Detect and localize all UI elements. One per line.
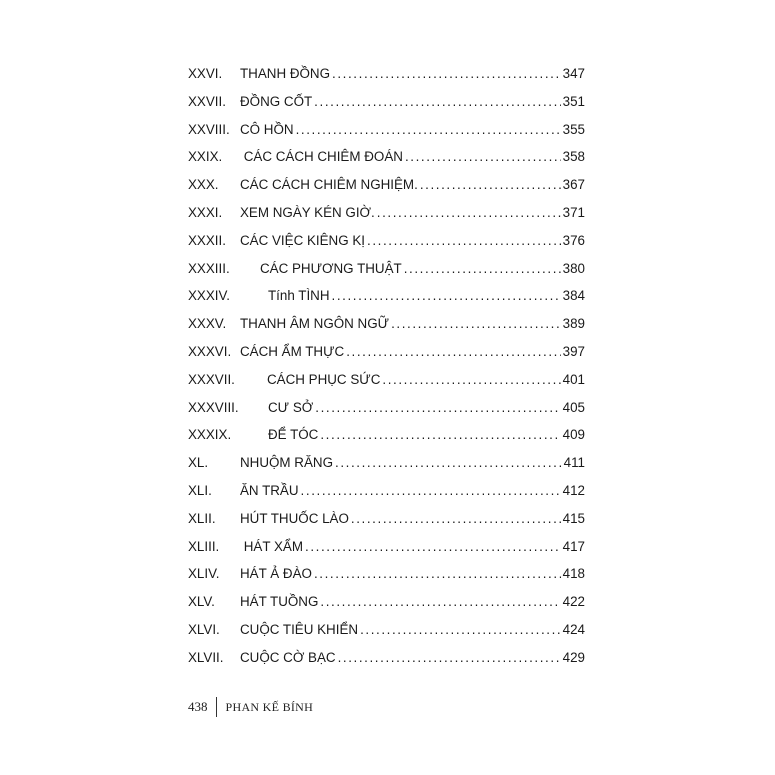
toc-entry-title: CÁC CÁCH CHIÊM NGHIỆM. — [240, 177, 418, 193]
toc-entry-dot-leader — [349, 505, 561, 533]
toc-entry-dot-leader — [344, 338, 560, 366]
toc-entry-title: HÁT TUỒNG — [240, 594, 319, 610]
toc-entry-page: 412 — [562, 482, 585, 498]
toc-entry-number: XXXVII. — [188, 371, 235, 387]
toc-entry — [188, 477, 585, 505]
toc-entry-number: XXIX. — [188, 149, 223, 165]
toc-entry-dot-leader — [336, 644, 561, 672]
toc-entry-line — [240, 88, 585, 116]
toc-entry-dot-leader — [375, 199, 561, 227]
toc-entry-title: XEM NGÀY KÉN GIỜ. — [240, 204, 375, 220]
toc-entry — [188, 616, 585, 644]
toc-entry-number: XLVI. — [188, 621, 220, 637]
toc-entry-line — [240, 171, 585, 199]
toc-list — [188, 60, 585, 672]
toc-entry-dot-leader — [402, 255, 561, 283]
toc-entry-page: 415 — [562, 510, 585, 526]
toc-entry — [188, 394, 585, 422]
toc-entry — [188, 338, 585, 366]
toc-entry-line — [260, 255, 585, 283]
toc-entry-page: 389 — [562, 316, 585, 332]
toc-entry-line — [240, 449, 585, 477]
toc-entry-line — [268, 394, 585, 422]
toc-entry-page: 401 — [562, 371, 585, 387]
toc-entry — [188, 421, 585, 449]
toc-entry — [188, 282, 585, 310]
toc-entry-page: 409 — [562, 427, 585, 443]
toc-entry-line — [240, 588, 585, 616]
toc-entry-title: CÔ HỒN — [240, 121, 294, 137]
toc-entry-page: 367 — [562, 177, 585, 193]
toc-entry-title: Tính TÌNH — [268, 288, 330, 304]
toc-entry-page: 347 — [562, 66, 585, 81]
footer-page-number: 438 — [188, 699, 208, 714]
toc-entry-line — [240, 560, 585, 588]
toc-entry-number: XXXVI. — [188, 343, 232, 359]
toc-entry — [188, 588, 585, 616]
footer-author: PHAN KẾ BÍNH — [225, 699, 314, 714]
table-of-contents — [188, 60, 585, 672]
toc-entry-title: THANH ĐỒNG — [240, 66, 331, 81]
toc-entry — [188, 143, 585, 171]
toc-entry-dot-leader — [318, 421, 560, 449]
toc-entry-line — [240, 477, 585, 505]
toc-entry-dot-leader — [330, 60, 561, 88]
toc-entry-number: XLI. — [188, 482, 212, 498]
toc-entry-line — [240, 338, 585, 366]
toc-entry — [188, 60, 585, 88]
toc-entry-dot-leader — [389, 310, 561, 338]
toc-entry-title: HÁT XẨM — [240, 538, 303, 554]
toc-entry-title: THANH ÂM NGÔN NGỮ — [240, 316, 390, 332]
toc-entry — [188, 255, 585, 283]
toc-entry-number: XXXV. — [188, 316, 227, 332]
toc-entry-page: 376 — [562, 232, 585, 248]
toc-entry-number: XXXI. — [188, 204, 223, 220]
toc-entry — [188, 199, 585, 227]
toc-entry-title: NHUỘM RĂNG — [240, 455, 333, 471]
toc-entry-number: XLIII. — [188, 538, 220, 554]
toc-entry-line — [240, 199, 585, 227]
toc-entry-dot-leader — [358, 616, 561, 644]
toc-entry-page: 418 — [562, 566, 585, 582]
toc-entry-dot-leader — [303, 533, 561, 561]
toc-entry-title: CÁC PHƯƠNG THUẬT — [260, 260, 402, 276]
toc-entry-number: XXXII. — [188, 232, 226, 248]
toc-entry-title: CƯ SỞ — [268, 399, 314, 415]
toc-entry-number: XLII. — [188, 510, 216, 526]
toc-entry-number: XLV. — [188, 594, 215, 610]
toc-entry-page: 397 — [562, 343, 585, 359]
toc-entry-title: ĐỒNG CỐT — [240, 93, 313, 109]
toc-entry-line — [268, 282, 585, 310]
toc-entry-dot-leader — [313, 394, 560, 422]
toc-entry-dot-leader — [294, 116, 561, 144]
toc-entry-number: XXXIII. — [188, 260, 230, 276]
toc-entry-page: 405 — [562, 399, 585, 415]
toc-entry-number: XXXIV. — [188, 288, 230, 304]
toc-entry — [188, 560, 585, 588]
toc-entry-line — [240, 616, 585, 644]
toc-entry-number: XLIV. — [188, 566, 220, 582]
toc-entry-line — [240, 143, 585, 171]
toc-entry-page: 371 — [562, 204, 585, 220]
toc-entry-line — [240, 310, 585, 338]
toc-entry-title: HÚT THUỐC LÀO — [240, 510, 349, 526]
toc-entry — [188, 505, 585, 533]
toc-entry-page: 380 — [562, 260, 585, 276]
toc-entry — [188, 171, 585, 199]
toc-entry-number: XL. — [188, 455, 209, 471]
toc-entry-line — [240, 60, 585, 88]
toc-entry-dot-leader — [418, 171, 561, 199]
toc-entry-title: ĐỂ TÓC — [268, 427, 319, 443]
toc-entry — [188, 227, 585, 255]
toc-entry-dot-leader — [299, 477, 561, 505]
toc-entry-title: HÁT Ả ĐÀO — [240, 566, 312, 582]
toc-entry-dot-leader — [312, 560, 561, 588]
toc-entry-page: 351 — [562, 93, 585, 109]
toc-entry — [188, 310, 585, 338]
toc-entry-number: XXXIX. — [188, 427, 232, 443]
toc-entry-title: CÁCH PHỤC SỨC — [267, 371, 381, 387]
toc-entry-line — [240, 505, 585, 533]
toc-entry-number: XXVII. — [188, 93, 226, 109]
toc-entry-title: ĂN TRẦU — [240, 482, 299, 498]
toc-entry-number: XXVI. — [188, 66, 223, 81]
toc-entry — [188, 116, 585, 144]
toc-entry-page: 429 — [562, 649, 585, 665]
toc-entry-line — [240, 227, 585, 255]
toc-entry-line — [267, 366, 585, 394]
toc-entry — [188, 366, 585, 394]
toc-entry-title: CÁCH ẨM THỰC — [240, 343, 345, 359]
toc-entry-page: 424 — [562, 621, 585, 637]
footer-divider — [216, 697, 217, 717]
toc-entry — [188, 533, 585, 561]
toc-entry-dot-leader — [333, 449, 562, 477]
toc-entry-title: CÁC CÁCH CHIÊM ĐOÁN — [240, 149, 403, 165]
toc-entry — [188, 449, 585, 477]
toc-entry-dot-leader — [330, 282, 561, 310]
toc-entry-number: XXVIII. — [188, 121, 230, 137]
toc-entry-page: 422 — [562, 594, 585, 610]
toc-entry-dot-leader — [365, 227, 561, 255]
toc-entry-number: XXX. — [188, 177, 219, 193]
toc-entry-line — [268, 421, 585, 449]
toc-entry-line — [240, 533, 585, 561]
page-footer — [188, 696, 313, 718]
toc-entry-number: XXXVIII. — [188, 399, 239, 415]
toc-entry-dot-leader — [403, 143, 561, 171]
toc-entry-page: 355 — [562, 121, 585, 137]
toc-entry — [188, 644, 585, 672]
toc-entry-dot-leader — [312, 88, 560, 116]
toc-entry-line — [240, 644, 585, 672]
toc-entry-title: CUỘC CỜ BẠC — [240, 649, 336, 665]
toc-entry-dot-leader — [380, 366, 560, 394]
toc-entry-page: 384 — [562, 288, 585, 304]
toc-entry — [188, 88, 585, 116]
toc-entry-page: 358 — [562, 149, 585, 165]
toc-entry-title: CUỘC TIÊU KHIỂN — [240, 621, 359, 637]
toc-entry-line — [240, 116, 585, 144]
toc-entry-number: XLVII. — [188, 649, 224, 665]
toc-entry-page: 411 — [563, 455, 585, 471]
toc-entry-page: 417 — [562, 538, 585, 554]
toc-entry-title: CÁC VIỆC KIÊNG KỊ — [240, 232, 366, 248]
toc-entry-dot-leader — [318, 588, 560, 616]
